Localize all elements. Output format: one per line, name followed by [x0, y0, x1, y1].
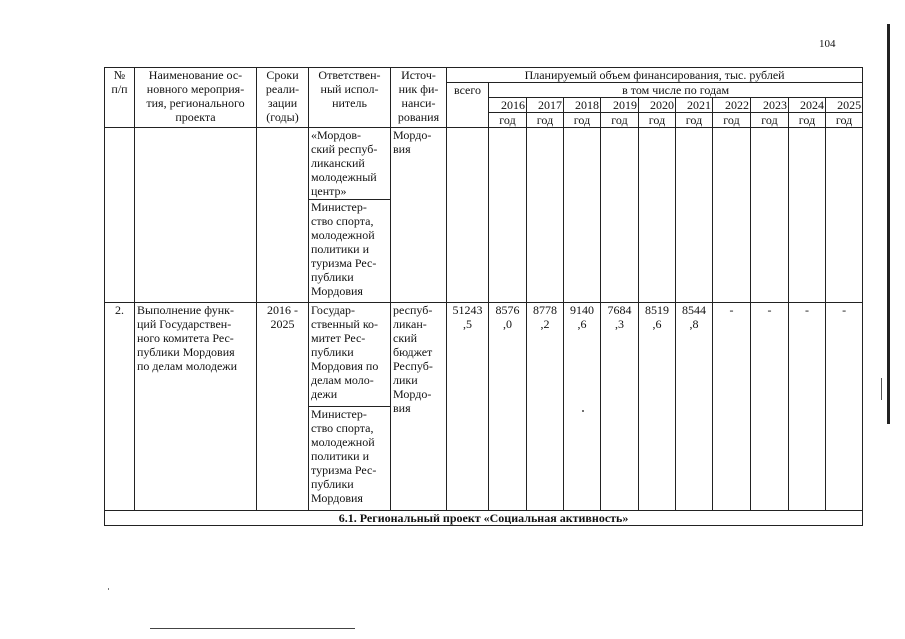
year-2017: 2017: [527, 98, 564, 113]
row2-value-2023: -: [751, 303, 789, 511]
scan-edge-line: [887, 24, 890, 424]
year-unit: год: [639, 113, 676, 128]
row2-value-2022: -: [713, 303, 751, 511]
row2-name: Выполнение функ- ций Государствен- ного комитета Рес- публики Мордовия по делам молодежи: [135, 303, 257, 511]
year-unit: год: [789, 113, 826, 128]
page-number: 104: [819, 38, 836, 50]
header-terms: Сроки реали- зации (годы): [257, 68, 309, 128]
row2-executor-2: Министер- ство спорта, молодежной политики и туризма Рес- публики Мордовия: [309, 407, 391, 511]
row2-terms: 2016 - 2025: [257, 303, 309, 511]
year-2020: 2020: [639, 98, 676, 113]
cont-year-cell: [639, 128, 676, 303]
scan-speck: [582, 410, 584, 412]
year-unit: год: [601, 113, 639, 128]
year-unit: год: [527, 113, 564, 128]
row2-executor-1: Государ- ственный ко- митет Рес- публики Мордовия по делам моло- дежи: [309, 303, 391, 407]
cont-total-cell: [447, 128, 489, 303]
row2-total: 51243 ,5: [447, 303, 489, 511]
row2-value-2024: -: [789, 303, 826, 511]
year-unit: год: [676, 113, 713, 128]
bottom-rule: [150, 628, 355, 629]
year-2025: 2025: [826, 98, 863, 113]
cont-year-cell: [713, 128, 751, 303]
header-executor: Ответствен- ный испол- нитель: [309, 68, 391, 128]
cont-executor-2: Министер- ство спорта, молодежной политики и туризма Рес- публики Мордовия: [309, 200, 391, 303]
row2-value-2016: 8576 ,0: [489, 303, 527, 511]
cont-source: Мордо- вия: [391, 128, 447, 303]
header-planned: Планируемый объем финансирования, тыс. рублей: [447, 68, 863, 83]
year-unit: год: [826, 113, 863, 128]
year-2022: 2022: [713, 98, 751, 113]
row2-value-2017: 8778 ,2: [527, 303, 564, 511]
cont-year-cell: [564, 128, 601, 303]
cont-year-cell: [601, 128, 639, 303]
header-by-years: в том числе по годам: [489, 83, 863, 98]
year-unit: год: [489, 113, 527, 128]
row2-value-2019: 7684 ,3: [601, 303, 639, 511]
year-unit: год: [564, 113, 601, 128]
year-2019: 2019: [601, 98, 639, 113]
cont-year-cell: [489, 128, 527, 303]
cont-num-cell: [105, 128, 135, 303]
cont-executor-1: «Мордов- ский респуб- ликанский молодежный центр»: [309, 128, 391, 200]
year-2024: 2024: [789, 98, 826, 113]
row2-value-2021: 8544 ,8: [676, 303, 713, 511]
cont-year-cell: [676, 128, 713, 303]
year-2016: 2016: [489, 98, 527, 113]
year-2021: 2021: [676, 98, 713, 113]
scan-edge-mark: [881, 378, 882, 400]
cont-terms-cell: [257, 128, 309, 303]
financing-table: [104, 67, 863, 526]
section-title: 6.1. Региональный проект «Социальная активность»: [105, 511, 863, 526]
row2-value-2025: -: [826, 303, 863, 511]
year-unit: год: [713, 113, 751, 128]
row2-num: 2.: [105, 303, 135, 511]
row2-value-2020: 8519 ,6: [639, 303, 676, 511]
header-num: № п/п: [105, 68, 135, 128]
cont-year-cell: [751, 128, 789, 303]
cont-year-cell: [826, 128, 863, 303]
row2-value-2018: 9140 ,6: [564, 303, 601, 511]
cont-year-cell: [789, 128, 826, 303]
year-2018: 2018: [564, 98, 601, 113]
row2-source: респуб- ликан- ский бюджет Респуб- лики Мордо- вия: [391, 303, 447, 511]
header-source: Источ- ник фи- нанси- рования: [391, 68, 447, 128]
year-2023: 2023: [751, 98, 789, 113]
cont-name-cell: [135, 128, 257, 303]
year-unit: год: [751, 113, 789, 128]
cont-year-cell: [527, 128, 564, 303]
scan-mark: [108, 588, 109, 590]
header-total: всего: [447, 83, 489, 128]
header-name: Наименование ос- новного мероприя- тия, регионального проекта: [135, 68, 257, 128]
